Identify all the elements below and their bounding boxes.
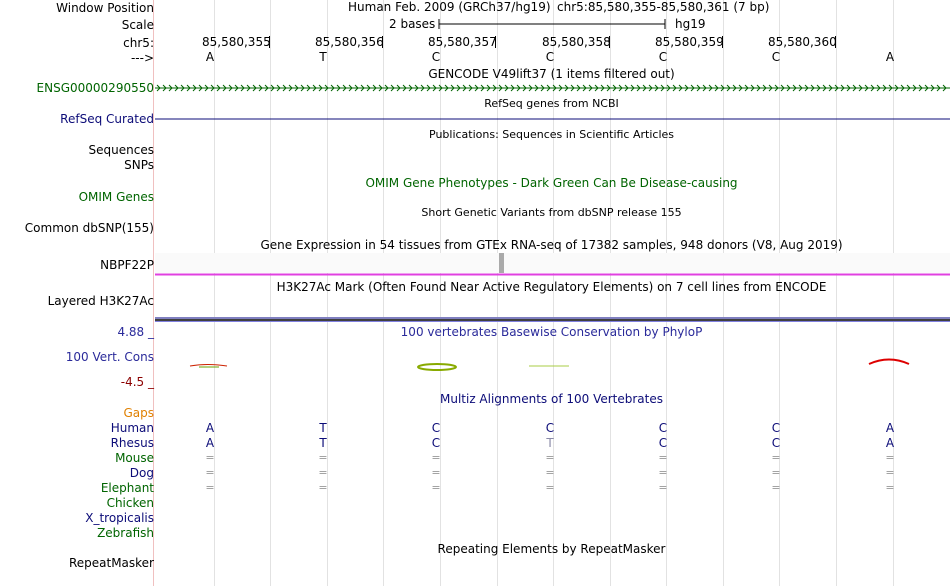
aligned-match-symbol: = <box>771 481 781 494</box>
species-label-mouse[interactable]: Mouse <box>115 451 154 465</box>
scale-text: 2 bases <box>389 17 436 31</box>
phylop-label[interactable]: 100 Vert. Cons <box>65 350 154 364</box>
coord-label: 85,580,359 <box>655 35 724 49</box>
aligned-match-symbol: = <box>771 466 781 479</box>
repeatmasker-label[interactable]: RepeatMasker <box>68 556 154 570</box>
rhesus-base-mismatch: T <box>546 436 554 450</box>
human-base: T <box>319 421 327 435</box>
refseq-feature-line[interactable] <box>155 112 950 126</box>
aligned-match-symbol: = <box>658 466 668 479</box>
human-base: C <box>545 421 555 435</box>
dbsnp-track-title[interactable]: Short Genetic Variants from dbSNP release 155 <box>421 206 682 219</box>
aligned-match-symbol: = <box>205 451 215 464</box>
aligned-match-symbol: = <box>431 466 441 479</box>
base-letter: C <box>431 50 441 64</box>
gencode-gene-feature[interactable] <box>155 81 950 95</box>
aligned-match-symbol: = <box>205 481 215 494</box>
aligned-match-symbol: = <box>658 451 668 464</box>
gtex-baseline <box>155 273 950 276</box>
window-position-label: Window Position <box>56 1 154 15</box>
aligned-match-symbol: = <box>205 466 215 479</box>
gtex-gene-label[interactable]: NBPF22P <box>100 258 154 272</box>
aligned-match-symbol: = <box>885 451 895 464</box>
aligned-match-symbol: = <box>771 451 781 464</box>
dbsnp-label[interactable]: Common dbSNP(155) <box>24 221 154 235</box>
aligned-match-symbol: = <box>318 481 328 494</box>
repeatmasker-track-title[interactable]: Repeating Elements by RepeatMasker <box>437 542 666 556</box>
phylop-min-label: -4.5 _ <box>120 375 154 389</box>
species-label-zebrafish[interactable]: Zebrafish <box>97 526 154 540</box>
species-label-human[interactable]: Human <box>110 421 154 435</box>
h3k27ac-track-title[interactable]: H3K27Ac Mark (Often Found Near Active Regulatory Elements) on 7 cell lines from ENCODE <box>276 280 827 294</box>
base-letter: A <box>205 50 215 64</box>
refseq-track-title[interactable]: RefSeq genes from NCBI <box>484 97 619 110</box>
base-letter: T <box>319 50 327 64</box>
base-letter: C <box>658 50 668 64</box>
gaps-label: Gaps <box>123 406 154 420</box>
h3k27ac-signal[interactable] <box>155 317 950 323</box>
aligned-match-symbol: = <box>885 481 895 494</box>
rhesus-base: T <box>319 436 327 450</box>
phylop-max-label: 4.88 _ <box>117 325 154 339</box>
rhesus-base: C <box>658 436 668 450</box>
species-label-elephant[interactable]: Elephant <box>100 481 154 495</box>
aligned-match-symbol: = <box>545 481 555 494</box>
snps-label[interactable]: SNPs <box>124 158 154 172</box>
base-letter: C <box>771 50 781 64</box>
coord-label: 85,580,357 <box>428 35 497 49</box>
position-text[interactable]: chr5:85,580,355-85,580,361 (7 bp) <box>557 0 770 14</box>
human-base: C <box>658 421 668 435</box>
gencode-track-title[interactable]: GENCODE V49lift37 (1 items filtered out) <box>428 67 675 81</box>
coord-label: 85,580,355 <box>202 35 271 49</box>
aligned-match-symbol: = <box>431 481 441 494</box>
aligned-match-symbol: = <box>885 466 895 479</box>
omim-label[interactable]: OMIM Genes <box>78 190 154 204</box>
human-base: C <box>771 421 781 435</box>
species-label-chicken[interactable]: Chicken <box>106 496 154 510</box>
species-label-dog[interactable]: Dog <box>129 466 154 480</box>
omim-track-title[interactable]: OMIM Gene Phenotypes - Dark Green Can Be Disease-causing <box>365 176 738 190</box>
coord-label: 85,580,360 <box>768 35 837 49</box>
rhesus-base: C <box>771 436 781 450</box>
chrom-label: chr5: <box>123 36 154 50</box>
gtex-feature-bar[interactable] <box>499 253 504 273</box>
gtex-track-title[interactable]: Gene Expression in 54 tissues from GTEx RNA-seq of 17382 samples, 948 donors (V8, Aug 2019) <box>260 238 843 252</box>
species-label-xtropicalis[interactable]: X_tropicalis <box>85 511 154 525</box>
gencode-gene-label[interactable]: ENSG00000290550 <box>36 81 154 95</box>
rhesus-base: C <box>431 436 441 450</box>
aligned-match-symbol: = <box>318 451 328 464</box>
coord-label: 85,580,356 <box>315 35 384 49</box>
scale-db: hg19 <box>675 17 706 31</box>
strand-label: ---> <box>130 51 154 65</box>
coord-label: 85,580,358 <box>542 35 611 49</box>
base-letter: A <box>885 50 895 64</box>
refseq-label[interactable]: RefSeq Curated <box>60 112 154 126</box>
human-base: A <box>885 421 895 435</box>
scale-label: Scale <box>121 18 154 32</box>
base-letter: C <box>545 50 555 64</box>
publications-label[interactable]: Sequences <box>88 143 154 157</box>
rhesus-base: A <box>205 436 215 450</box>
gtex-feature-area[interactable] <box>155 253 950 273</box>
aligned-match-symbol: = <box>658 481 668 494</box>
human-base: C <box>431 421 441 435</box>
aligned-match-symbol: = <box>318 466 328 479</box>
h3k27ac-label[interactable]: Layered H3K27Ac <box>47 294 154 308</box>
assembly-text: Human Feb. 2009 (GRCh37/hg19) <box>348 0 551 14</box>
scale-bar <box>437 17 669 31</box>
aligned-match-symbol: = <box>545 451 555 464</box>
phylop-signal[interactable] <box>155 355 950 375</box>
species-label-rhesus[interactable]: Rhesus <box>110 436 154 450</box>
multiz-track-title[interactable]: Multiz Alignments of 100 Vertebrates <box>439 392 664 406</box>
publications-track-title[interactable]: Publications: Sequences in Scientific Articles <box>429 128 674 141</box>
human-base: A <box>205 421 215 435</box>
coord-ticks <box>0 34 950 50</box>
phylop-track-title[interactable]: 100 vertebrates Basewise Conservation by PhyloP <box>400 325 703 339</box>
rhesus-base: A <box>885 436 895 450</box>
aligned-match-symbol: = <box>431 451 441 464</box>
aligned-match-symbol: = <box>545 466 555 479</box>
